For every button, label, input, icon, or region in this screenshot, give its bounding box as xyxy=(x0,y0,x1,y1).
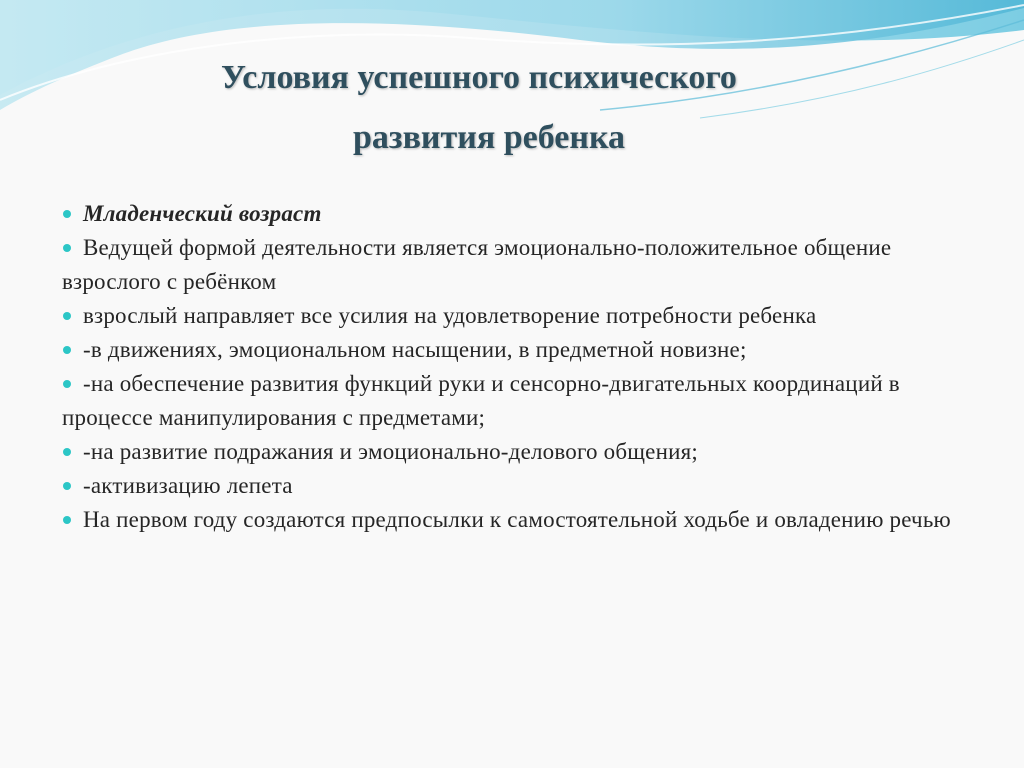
bullet-list xyxy=(62,197,962,537)
slide-title-line2: развития ребенка xyxy=(353,119,626,156)
bullet-icon xyxy=(63,210,71,218)
bullet-icon xyxy=(63,448,71,456)
bullet-text: На первом году создаются предпосылки к самостоятельной ходьбе и овладению речью xyxy=(83,507,951,532)
bullet-icon xyxy=(63,516,71,524)
bullet-item xyxy=(62,197,962,231)
bullet-icon xyxy=(63,244,71,252)
bullet-item xyxy=(62,299,962,333)
bullet-text: Ведущей формой деятельности является эмоционально-положительное общение взрослого с ребёнком xyxy=(62,235,892,294)
bullet-text: -на обеспечение развития функций руки и сенсорно-двигательных координаций в процессе манипулирования с предметами; xyxy=(62,371,900,430)
bullet-item xyxy=(62,435,962,469)
bullet-item xyxy=(62,333,962,367)
bullet-icon xyxy=(63,482,71,490)
bullet-text: -в движениях, эмоциональном насыщении, в предметной новизне; xyxy=(83,337,747,362)
bullet-item xyxy=(62,469,962,503)
slide-title-line1: Условия успешного психического xyxy=(221,59,737,96)
bullet-text: взрослый направляет все усилия на удовлетворение потребности ребенка xyxy=(83,303,817,328)
bullet-item xyxy=(62,231,962,299)
bullet-icon xyxy=(63,346,71,354)
bullet-item xyxy=(62,367,962,435)
bullet-item xyxy=(62,503,962,537)
bullet-text: -на развитие подражания и эмоционально-делового общения; xyxy=(83,439,698,464)
bullet-text: -активизацию лепета xyxy=(83,473,293,498)
bullet-text: Младенческий возраст xyxy=(83,201,322,226)
bullet-icon xyxy=(63,312,71,320)
bullet-icon xyxy=(63,380,71,388)
